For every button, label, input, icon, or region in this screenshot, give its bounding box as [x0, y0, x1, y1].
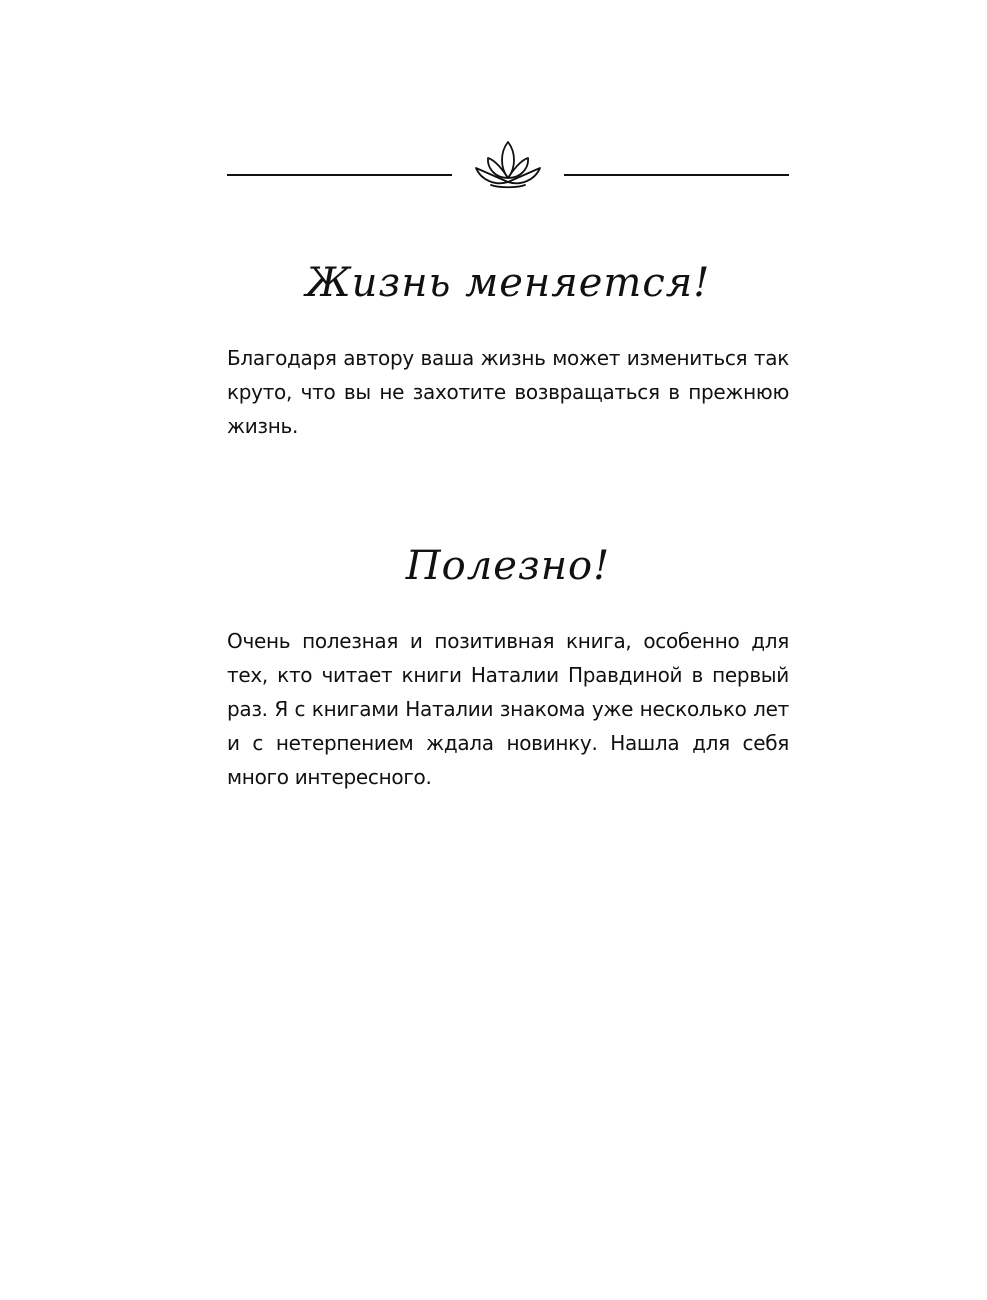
divider-right: [564, 174, 789, 176]
divider-left: [227, 174, 452, 176]
header-ornament: [227, 138, 789, 194]
lotus-icon: [473, 138, 543, 190]
section-paragraph: Благодаря автору ваша жизнь может измениться так круто, что вы не захотите возвращаться в прежнюю жизнь.: [227, 346, 789, 438]
section-heading: Жизнь меняется!: [305, 260, 711, 306]
section-heading: Полезно!: [405, 543, 611, 589]
section-paragraph: Очень полезная и позитивная книга, особенно для тех, кто читает книги Наталии Правдиной в первый раз. Я с книгами Наталии знакома уже несколько лет и с нетерпением ждала новинку. Нашла для себя много интересного.: [227, 629, 789, 789]
